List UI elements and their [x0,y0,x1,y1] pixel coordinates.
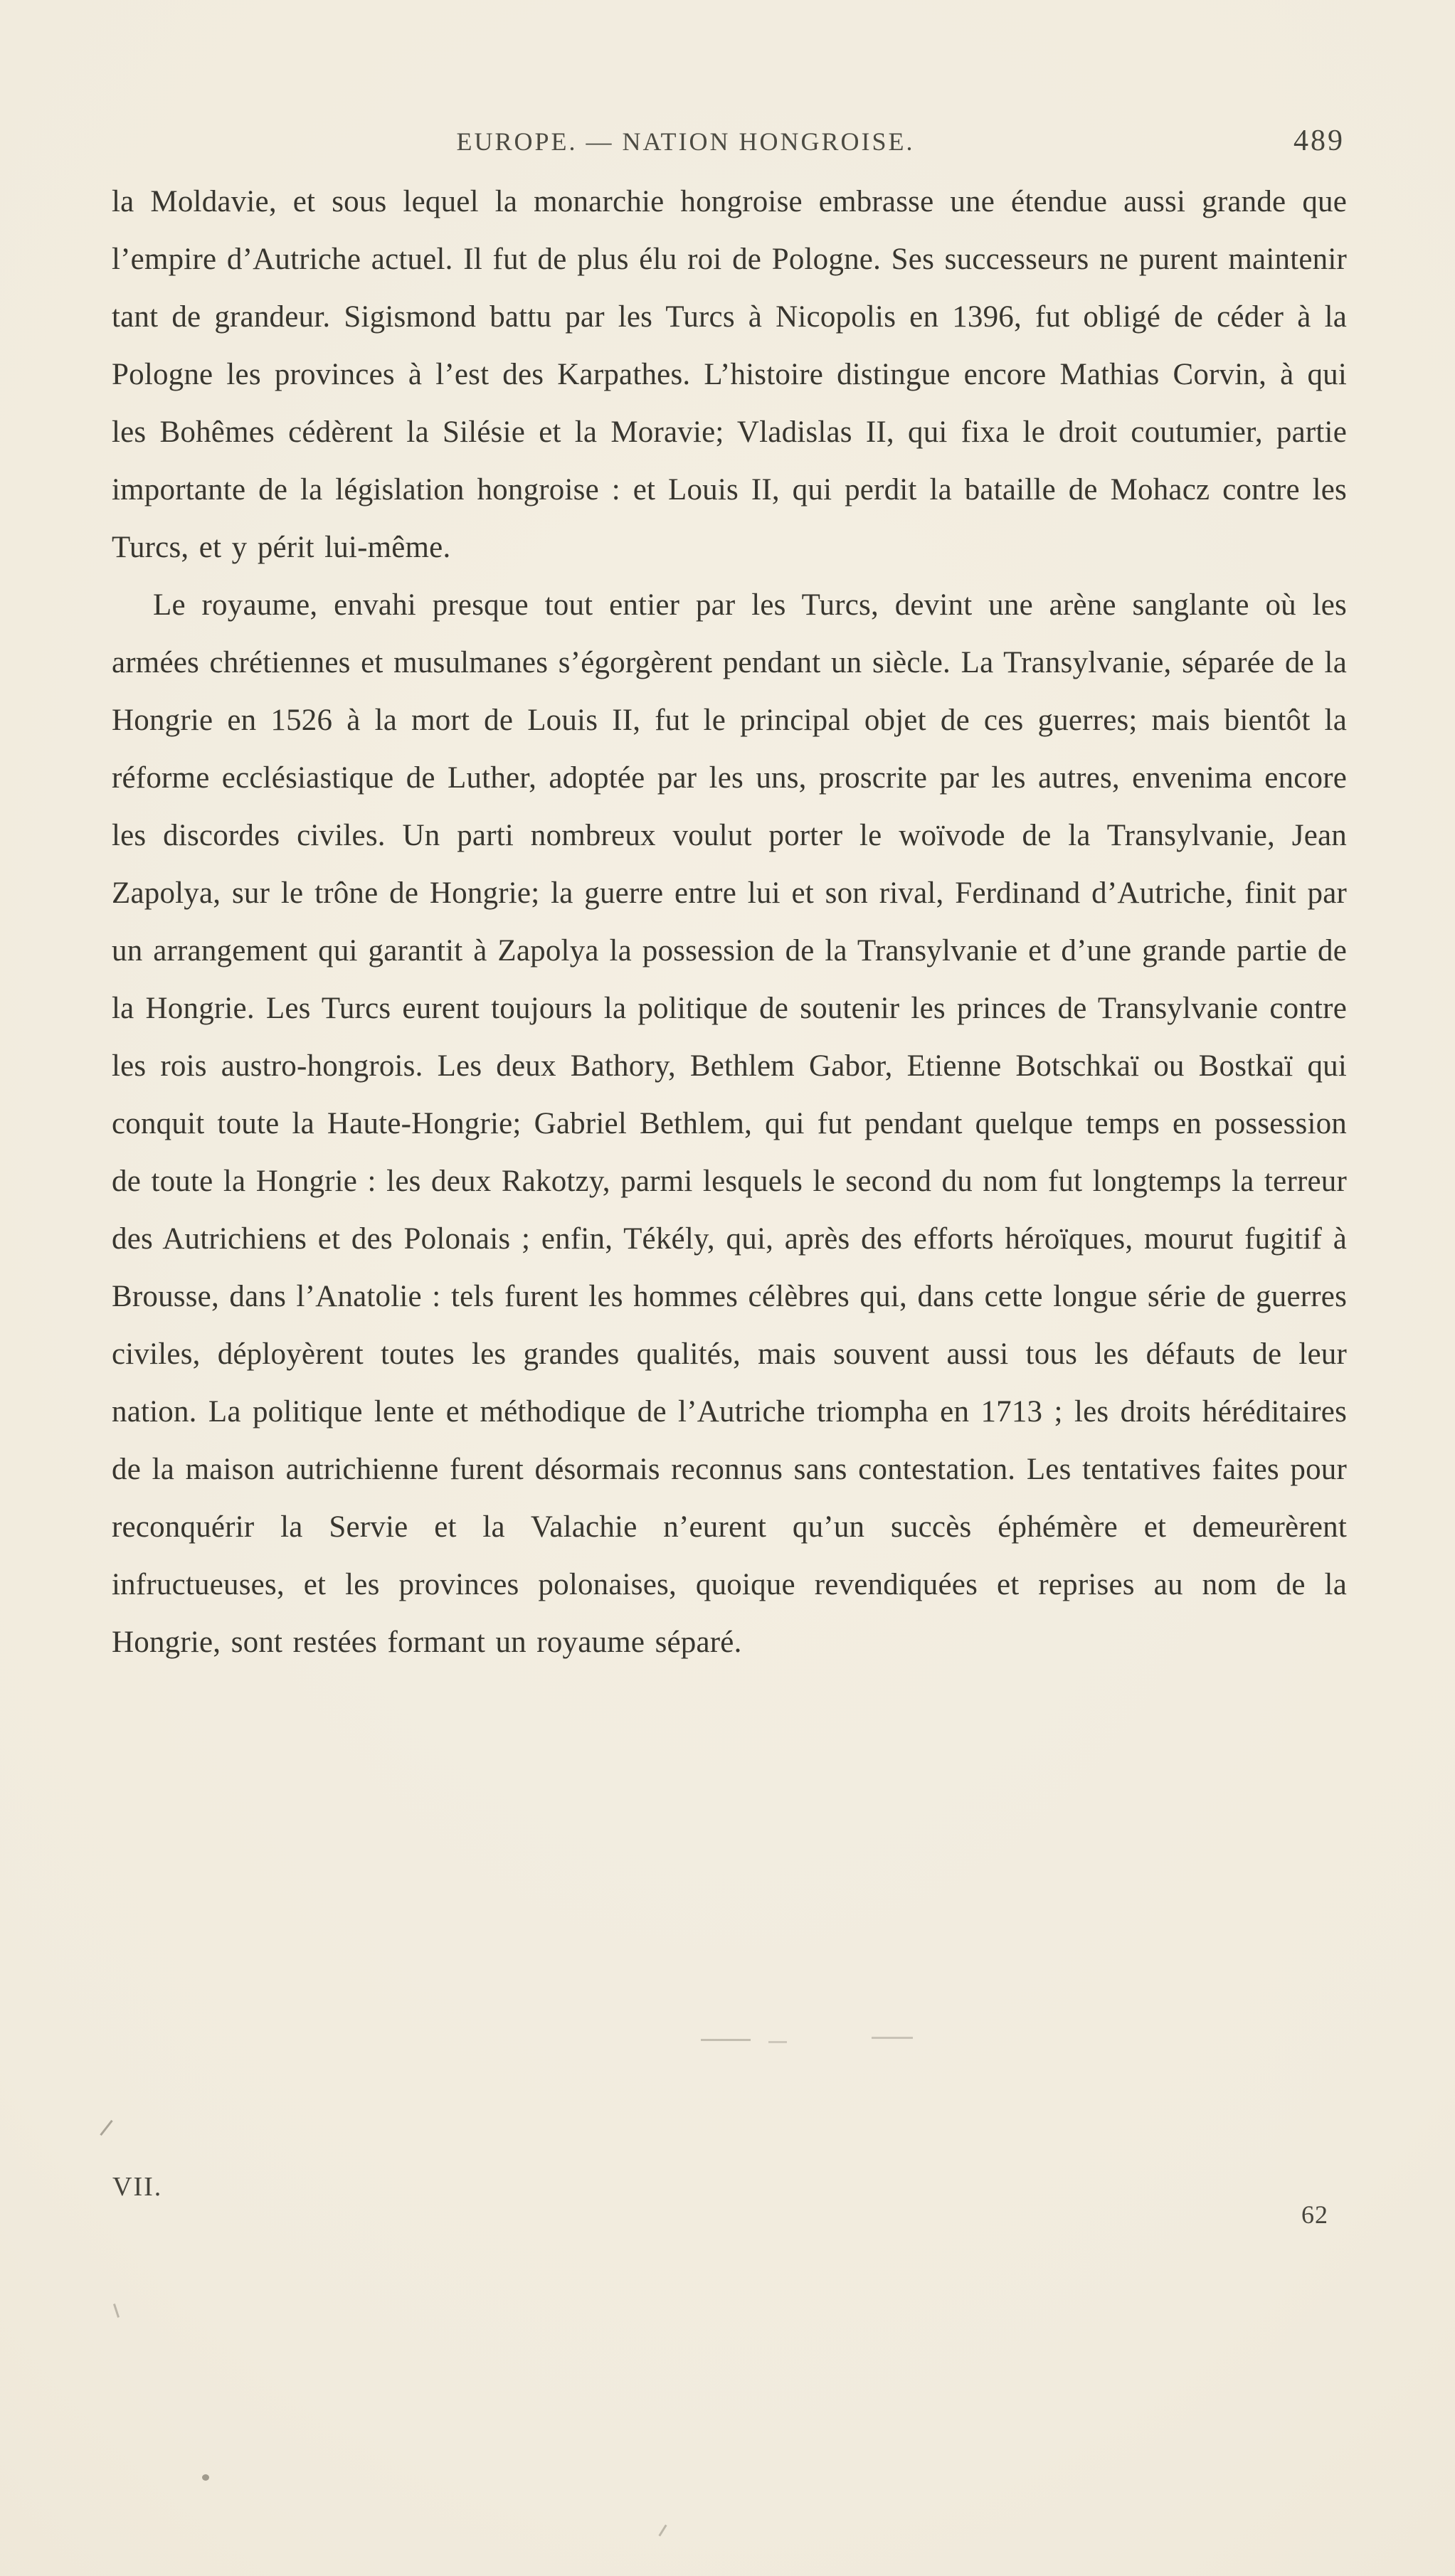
scan-artifact-dash [701,2039,751,2041]
footer-signature-mark: 62 [1301,2200,1328,2229]
scan-artifact-dash [768,2041,787,2043]
scan-artifact-mark [658,2525,667,2537]
page-header [112,124,1345,164]
page-number: 489 [1293,124,1345,157]
body-paragraph: Le royaume, envahi presque tout entier par les Turcs, devint une arène sanglante où les armées chrétiennes et musulmanes s’égorgèrent pendant un siècle. La Transylvanie, séparée de la Hongrie en 1526 à la mort de Louis II, fut le principal objet de ces guerres; mais bientôt la réforme ecclésiastique de Luther, adoptée par les uns, proscrite par les autres, envenima encore les discordes civiles. Un parti nombreux voulut porter le woïvode de la Transylvanie, Jean Zapolya, sur le trône de Hongrie; la guerre entre lui et son rival, Ferdinand d’Autriche, finit par un arrangement qui garantit à Zapolya la possession de la Transylvanie et d’une grande partie de la Hongrie. Les Turcs eurent toujours la politique de soutenir les princes de Transylvanie contre les rois austro-hongrois. Les deux Bathory, Bethlem Gabor, Etienne Botschkaï ou Bostkaï qui conquit toute la Haute-Hongrie; Gabriel Bethlem, qui fut pendant quelque temps en possession de toute la Hongrie : les deux Rakotzy, parmi lesquels le second du nom fut longtemps la terreur des Autrichiens et des Polonais ; enfin, Tékély, qui, après des efforts héroïques, mourut fugitif à Brousse, dans l’Anatolie : tels furent les hommes célèbres qui, dans cette longue série de guerres civiles, déployèrent toutes les grandes qualités, mais souvent aussi tous les défauts de leur nation. La politique lente et méthodique de l’Autriche triompha en 1713 ; les droits héréditaires de la maison autrichienne furent désormais reconnus sans contestation. Les tentatives faites pour reconquérir la Servie et la Valachie n’eurent qu’un succès éphémère et demeurèrent infructueuses, et les provinces polonaises, quoique revendiquées et reprises au nom de la Hongrie, sont restées formant un royaume séparé. [112,588,1347,1659]
body-paragraph: la Moldavie, et sous lequel la monarchie hongroise embrasse une étendue aussi grande que l’empire d’Autriche actuel. Il fut de plus élu roi de Pologne. Ses successeurs ne purent maintenir tant de grandeur. Sigismond battu par les Turcs à Nicopolis en 1396, fut obligé de céder à la Pologne les provinces à l’est des Karpathes. L’histoire distingue encore Mathias Corvin, à qui les Bohêmes cédèrent la Silésie et la Moravie; Vladislas II, qui fixa le droit coutumier, partie importante de la législation hongroise : et Louis II, qui perdit la bataille de Mohacz contre les Turcs, et y périt lui-même. [112,185,1347,564]
running-title: EUROPE. — NATION HONGROISE. [456,127,915,156]
scan-artifact-dash [872,2037,913,2039]
scan-artifact-mark [113,2304,120,2318]
footer-volume-number: VII. [112,2172,163,2202]
scan-artifact-ink-dot [202,2474,209,2481]
scan-artifact-mark [100,2120,112,2136]
body-text [112,173,1347,1671]
